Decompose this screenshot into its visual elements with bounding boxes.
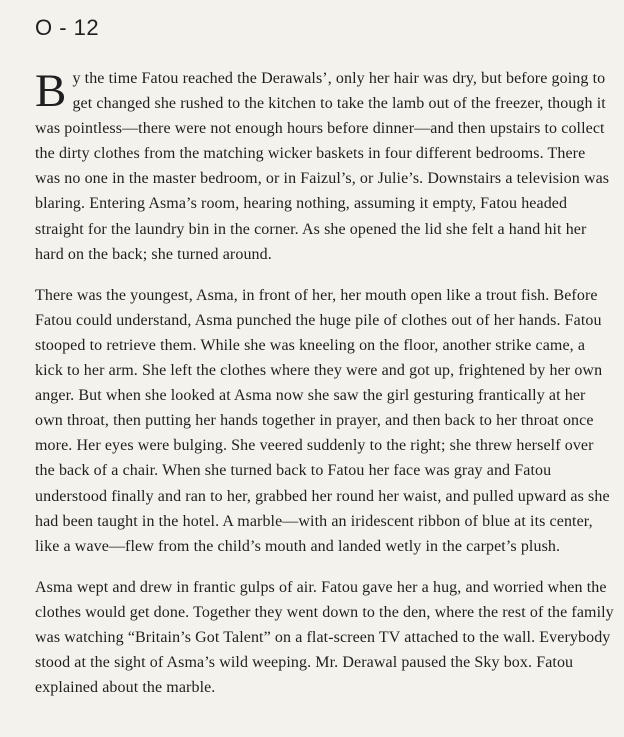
drop-cap: B — [35, 65, 67, 117]
page-title: O - 12 — [35, 15, 100, 40]
paragraph-3: Asma wept and drew in frantic gulps of air. Fatou gave her a hug, and worried when the clothes would get done. Together they went down to the den, where the rest of the family was watching “Britain’s Got Talent” on a flat-screen TV attached to the wall. Everybody stood at the sight of Asma’s wild weeping. Mr. Derawal paused the Sky box. Fatou explained about the marble. — [35, 578, 614, 697]
paragraph-2: There was the youngest, Asma, in front of her, her mouth open like a trout fish. Before Fatou could understand, Asma punched the huge pile of clothes out of her hands. Fatou stooped to retrieve them. While she was kneeling on the floor, another strike came, a kick to her arm. She left the clothes where they were and got up, frightened by her own anger. But when she looked at Asma now she saw the girl gesturing frantically at her own throat, then putting her hands together in prayer, and then back to her throat once more. Her eyes were bulging. She veered suddenly to the right; she threw herself over the back of a chair. When she turned back to Fatou her face was gray and Fatou understood finally and ran to her, grabbed her round her waist, and pulled upward as she had been taught in the hotel. A marble—with an iridescent ribbon of blue at its center, like a wave—flew from the child’s mouth and landed wetly in the carpet’s plush. — [35, 286, 610, 555]
paragraph-1 — [35, 66, 614, 267]
paragraph-1-text: y the time Fatou reached the Derawals’, only her hair was dry, but before going to get changed she rushed to the kitchen to take the lamb out of the freezer, though it was pointless—there were not enough hours before dinner—and then upstairs to collect the dirty clothes from the matching wicker baskets in four different bedrooms. There was no one in the master bedroom, or in Faizul’s, or Julie’s. Downstairs a television was blaring. Entering Asma’s room, hearing nothing, assuming it empty, Fatou headed straight for the laundry bin in the corner. As she opened the lid she felt a hand hit her hard on the back; she turned around. — [35, 70, 610, 263]
